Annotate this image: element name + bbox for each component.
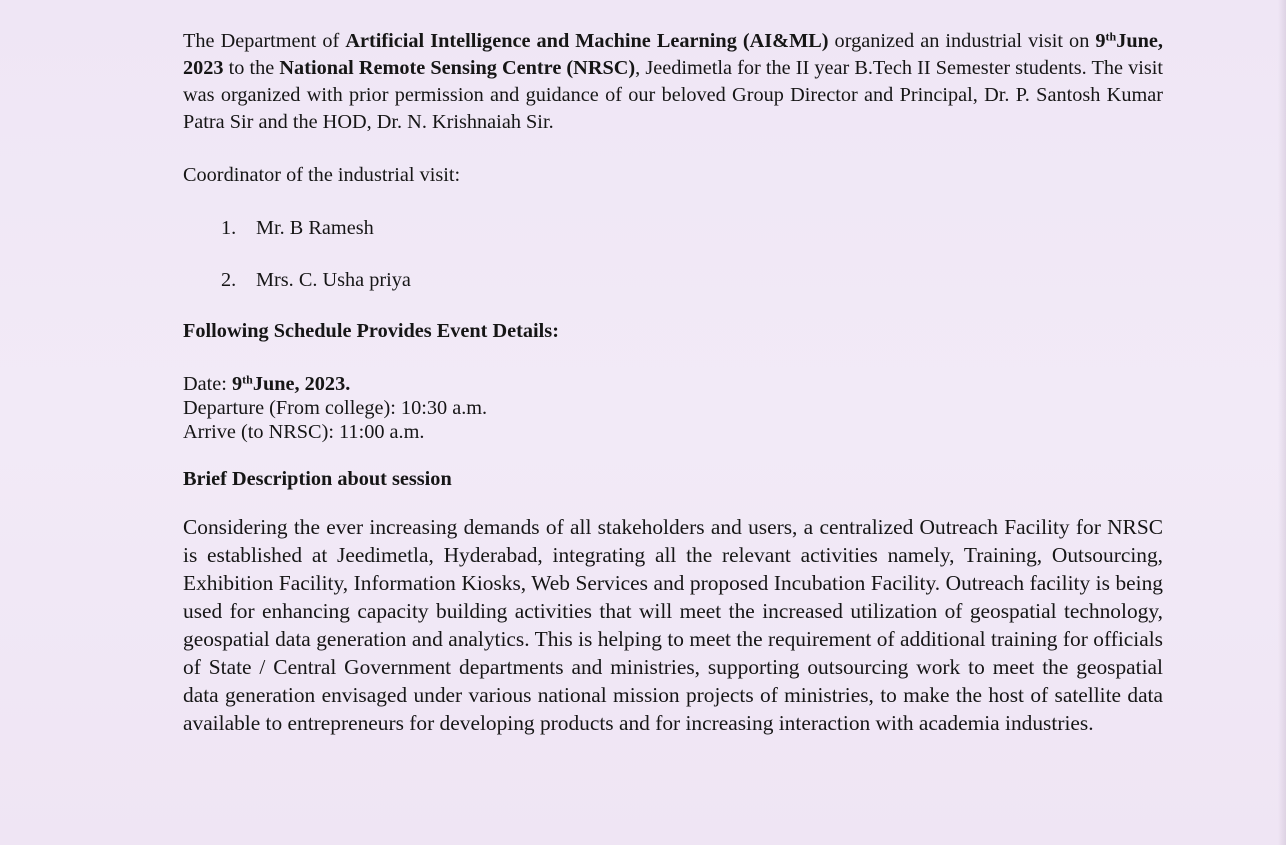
list-item-number: 1.: [221, 217, 237, 239]
visit-date-rest: June, 2023: [183, 30, 1163, 79]
coordinator-list: [183, 215, 1163, 294]
coordinator-name: Mrs. C. Usha priya: [256, 269, 411, 291]
schedule-date: [183, 372, 1163, 396]
session-description: Considering the ever increasing demands of all stakeholders and users, a centralized Outreach Facility for NRSC is established at Jeedimetla, Hyderabad, integrating all the relevant activities namely, Training, Outsourcing, Exhibition Facility, Information Kiosks, Web Services and proposed Incubation Facility. Outreach facility is being used for enhancing capacity building activities that will meet the increased utilization of geospatial technology, geospatial data generation and analytics. This is helping to meet the requirement of additional training for officials of State / Central Government departments and ministries, supporting outsourcing work to meet the geospatial data generation envisaged under various national mission projects of ministries, to make the host of satellite data available to entrepreneurs for developing products and for increasing interaction with academia industries.: [183, 515, 1163, 735]
schedule-heading: Following Schedule Provides Event Details:: [183, 320, 559, 342]
intro-paragraph: [183, 28, 1163, 136]
list-item: [183, 215, 1163, 242]
intro-text-1: The Department of: [183, 30, 346, 52]
intro-text-3: to the: [223, 57, 280, 79]
schedule-date-label: Date:: [183, 373, 232, 395]
coordinator-name: Mr. B Ramesh: [256, 217, 374, 239]
list-item-number: 2.: [221, 269, 237, 291]
visit-date-day: 9: [1095, 30, 1106, 52]
schedule-details: [183, 372, 1163, 444]
list-item: [183, 267, 1163, 294]
centre-name: National Remote Sensing Centre (NRSC): [279, 57, 636, 79]
coordinator-label: Coordinator of the industrial visit:: [183, 164, 461, 186]
document-body: [183, 28, 1163, 737]
schedule-date-suffix: th: [242, 372, 253, 387]
intro-text-4: , Jeedimetla for the II year B.Tech II Semester students. The visit was organized with prior permission and guidance of our beloved Group Director and Principal, Dr. P. Santosh Kumar Patra Sir and the HOD, Dr. N. Krishnaiah Sir.: [183, 57, 1164, 133]
schedule-date-day: 9: [232, 373, 243, 395]
visit-date-suffix: th: [1105, 29, 1117, 44]
schedule-date-value: [232, 373, 350, 395]
schedule-date-rest: June, 2023.: [252, 373, 351, 395]
schedule-arrive: Arrive (to NRSC): 11:00 a.m.: [183, 421, 425, 443]
page-edge-shadow: [1278, 0, 1286, 845]
intro-text-2: organized an industrial visit on: [828, 30, 1096, 52]
department-name: Artificial Intelligence and Machine Learning (AI&ML): [345, 30, 829, 52]
schedule-departure: Departure (From college): 10:30 a.m.: [183, 397, 488, 419]
session-heading: Brief Description about session: [183, 468, 452, 490]
